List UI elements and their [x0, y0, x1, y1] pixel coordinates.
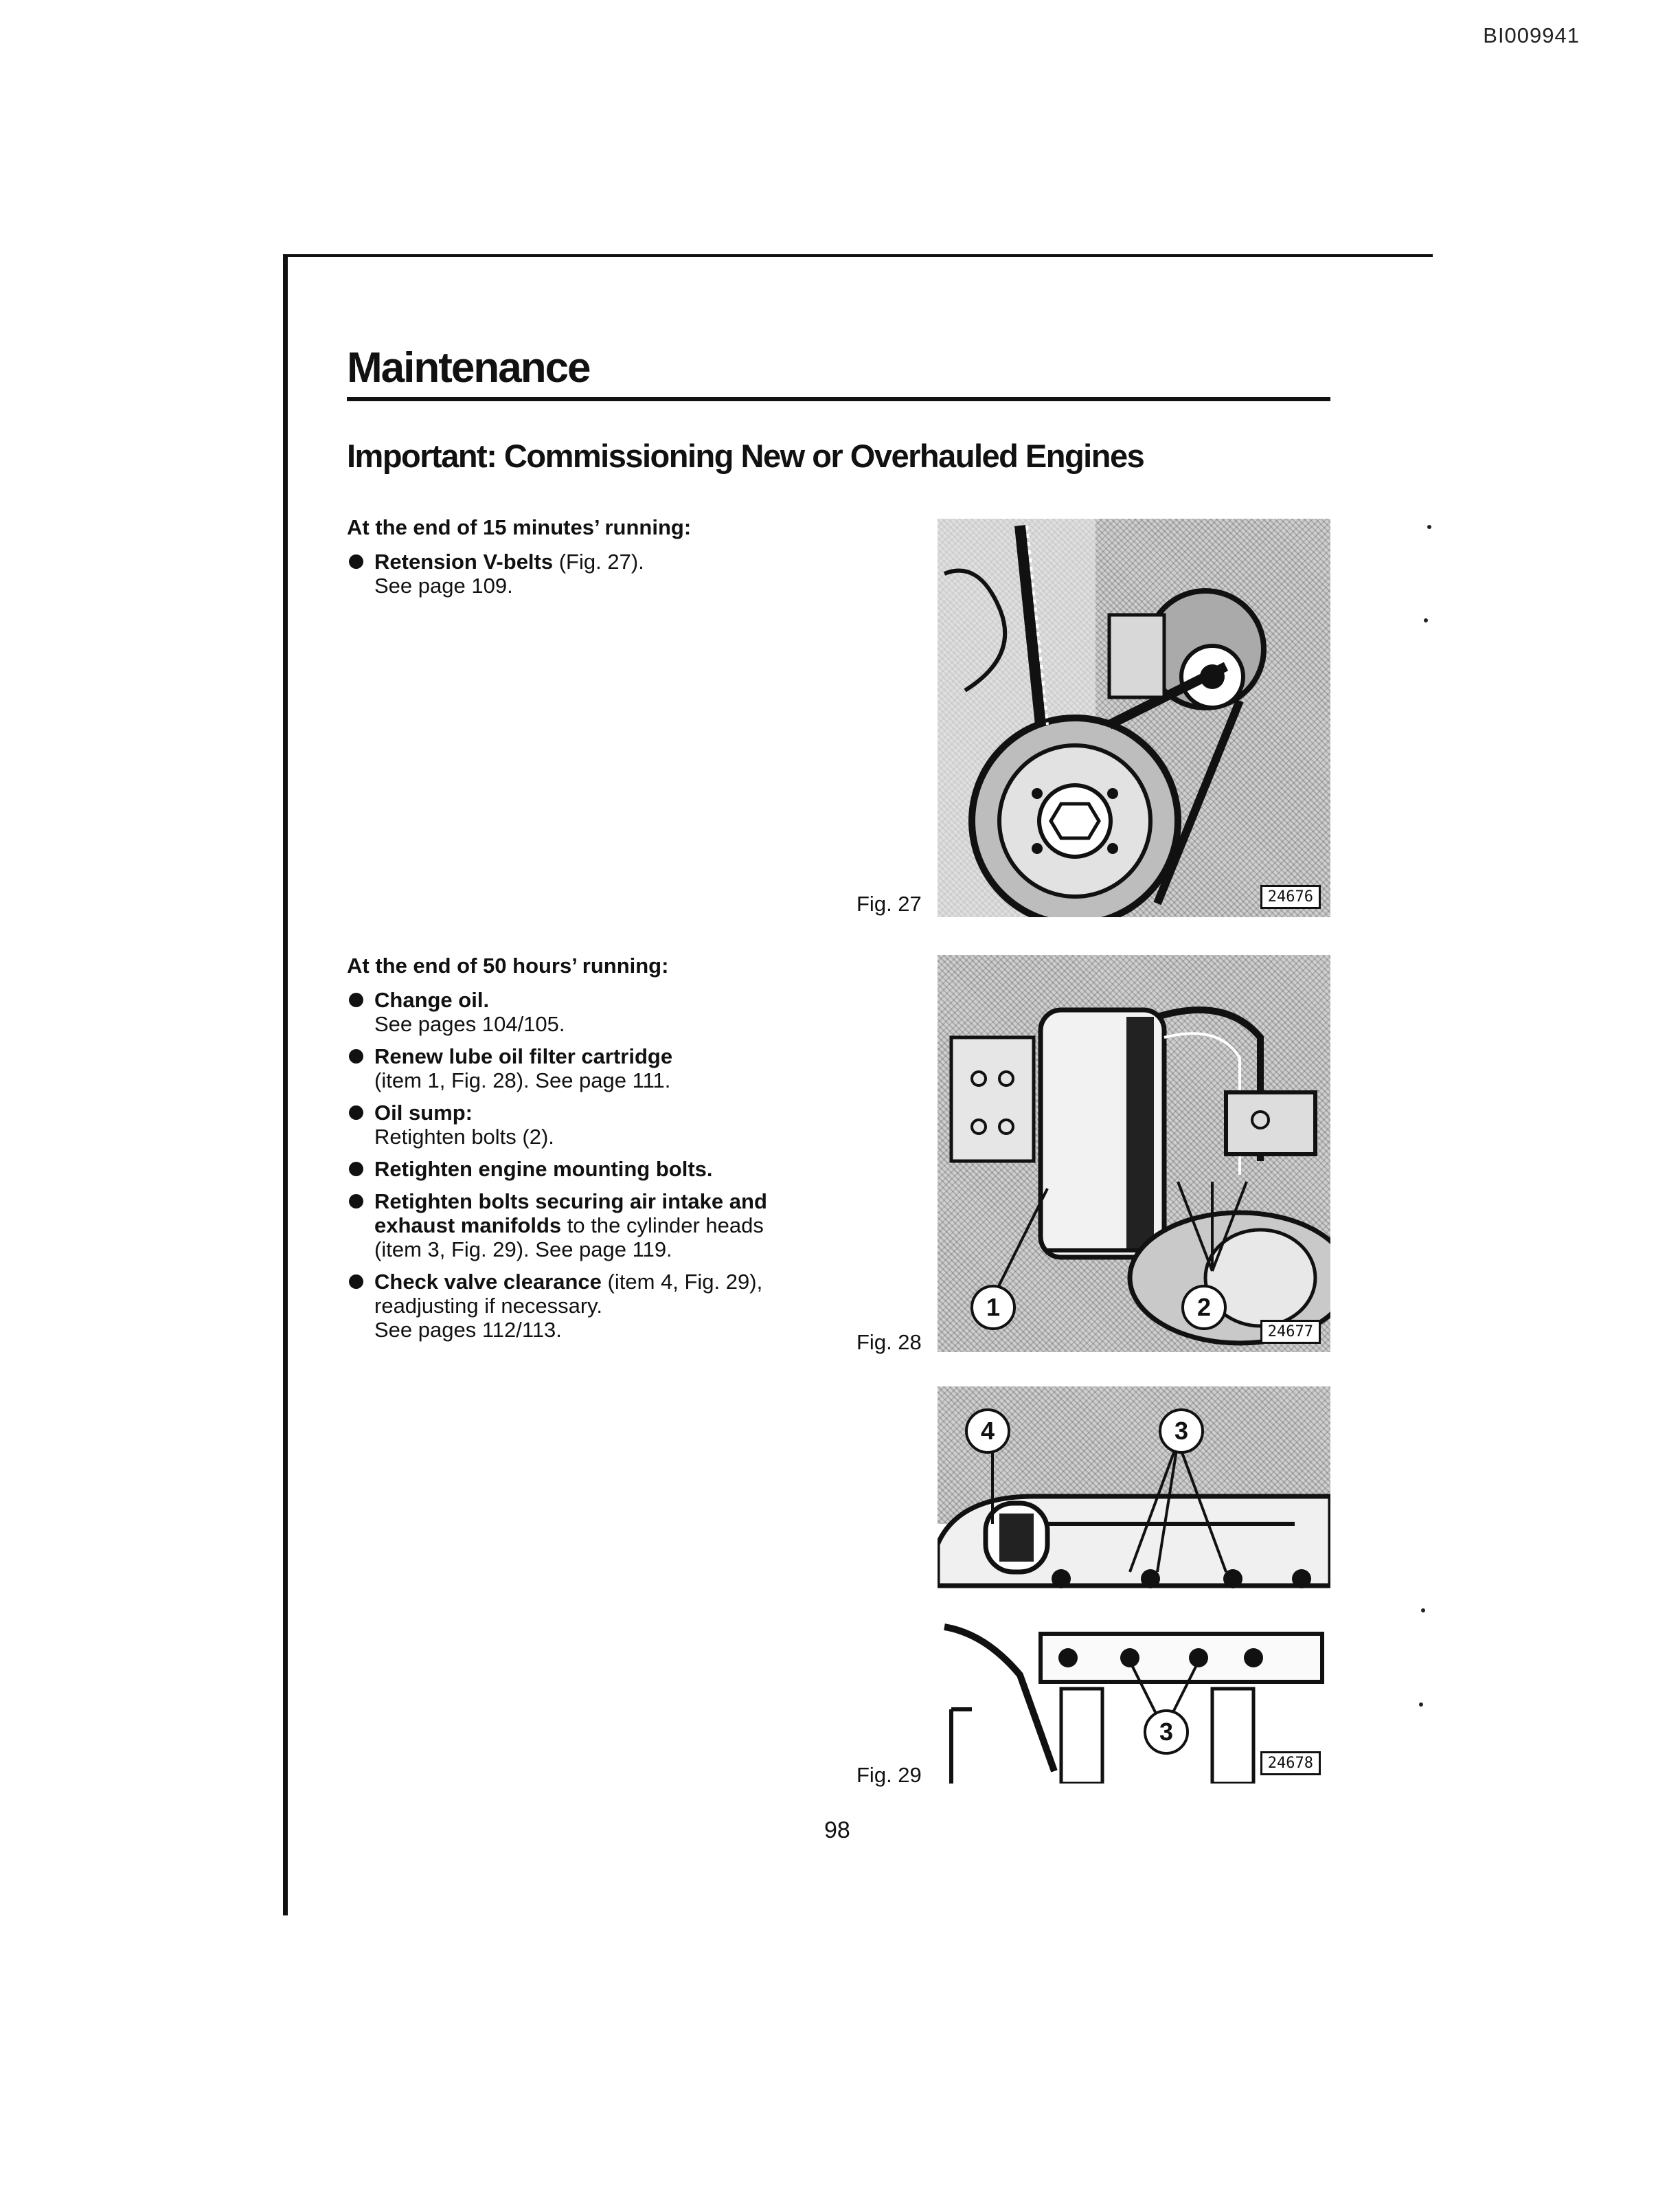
list-item-retension-vbelts	[347, 550, 828, 598]
callout-marker: 3	[1144, 1709, 1189, 1755]
item-text: See pages 112/113.	[374, 1318, 562, 1342]
scan-speck	[1421, 1608, 1425, 1612]
scan-speck	[1419, 1702, 1423, 1707]
item-bold-text: Retension V-belts	[374, 550, 554, 574]
bullet-icon	[349, 1105, 363, 1120]
callout-marker: 1	[970, 1285, 1016, 1330]
figure-29-manifold-photo	[938, 1386, 1330, 1784]
figure-number-box: 24677	[1260, 1320, 1321, 1344]
list-item-renew-filter	[347, 1044, 828, 1092]
belt-drive-illustration	[938, 519, 1330, 917]
item-text: (item 4, Fig. 29),	[601, 1270, 763, 1294]
item-text: (item 1, Fig. 28). See page 111.	[374, 1068, 671, 1092]
callout-marker: 3	[1159, 1408, 1204, 1454]
item-text: See pages 104/105.	[374, 1012, 565, 1036]
page-number: 98	[824, 1817, 850, 1843]
item-text: (Fig. 27).	[553, 550, 644, 574]
item-text: (item 3, Fig. 29). See page 119.	[374, 1237, 672, 1261]
section-50-hours	[347, 954, 828, 1350]
bullet-icon	[349, 1162, 363, 1176]
list-item-oil-sump	[347, 1101, 828, 1149]
section-heading: At the end of 15 minutes’ running:	[347, 515, 692, 539]
figure-label: Fig. 28	[856, 1330, 922, 1354]
item-text: Retighten bolts (2).	[374, 1125, 554, 1149]
item-text: See page 109.	[374, 574, 513, 598]
bullet-icon	[349, 554, 363, 569]
item-bold-text: Retighten engine mounting bolts.	[374, 1157, 713, 1181]
page-title: Maintenance	[347, 344, 590, 392]
title-underline	[347, 397, 1330, 401]
figure-27-belt-drive-photo	[938, 519, 1330, 917]
list-item-engine-mounting	[347, 1157, 828, 1181]
item-bold-text: Retighten bolts securing air intake and	[374, 1189, 767, 1213]
callout-marker: 2	[1181, 1285, 1227, 1330]
scan-speck	[1427, 525, 1431, 529]
scan-speck	[1424, 618, 1428, 622]
figure-label: Fig. 27	[856, 892, 922, 916]
section-heading: At the end of 50 hours’ running:	[347, 954, 669, 978]
item-bold-text: Check valve clearance	[374, 1270, 602, 1294]
bullet-icon	[349, 993, 363, 1007]
figure-label: Fig. 29	[856, 1763, 922, 1787]
frame-top-rule	[283, 254, 1433, 257]
item-bold-text: Renew lube oil filter cartridge	[374, 1044, 673, 1068]
list-item-change-oil	[347, 988, 828, 1036]
figure-28-oil-filter-photo	[938, 955, 1330, 1352]
bullet-icon	[349, 1049, 363, 1064]
document-id: BI009941	[1483, 23, 1580, 47]
page-subtitle: Important: Commissioning New or Overhauled Engines	[347, 438, 1144, 474]
list-item-manifold-bolts	[347, 1189, 828, 1261]
item-text: to the cylinder heads	[561, 1213, 764, 1237]
bullet-icon	[349, 1274, 363, 1289]
item-text: readjusting if necessary.	[374, 1294, 602, 1318]
section-15-minutes	[347, 515, 828, 606]
item-bold-text: Change oil.	[374, 988, 490, 1012]
list-item-valve-clearance	[347, 1270, 828, 1342]
callout-marker: 4	[965, 1408, 1010, 1454]
bullet-icon	[349, 1194, 363, 1208]
item-bold-text: Oil sump:	[374, 1101, 473, 1125]
figure-number-box: 24676	[1260, 885, 1321, 909]
item-bold-text: exhaust manifolds	[374, 1213, 562, 1237]
frame-left-rule	[283, 254, 288, 1915]
figure-number-box: 24678	[1260, 1751, 1321, 1775]
